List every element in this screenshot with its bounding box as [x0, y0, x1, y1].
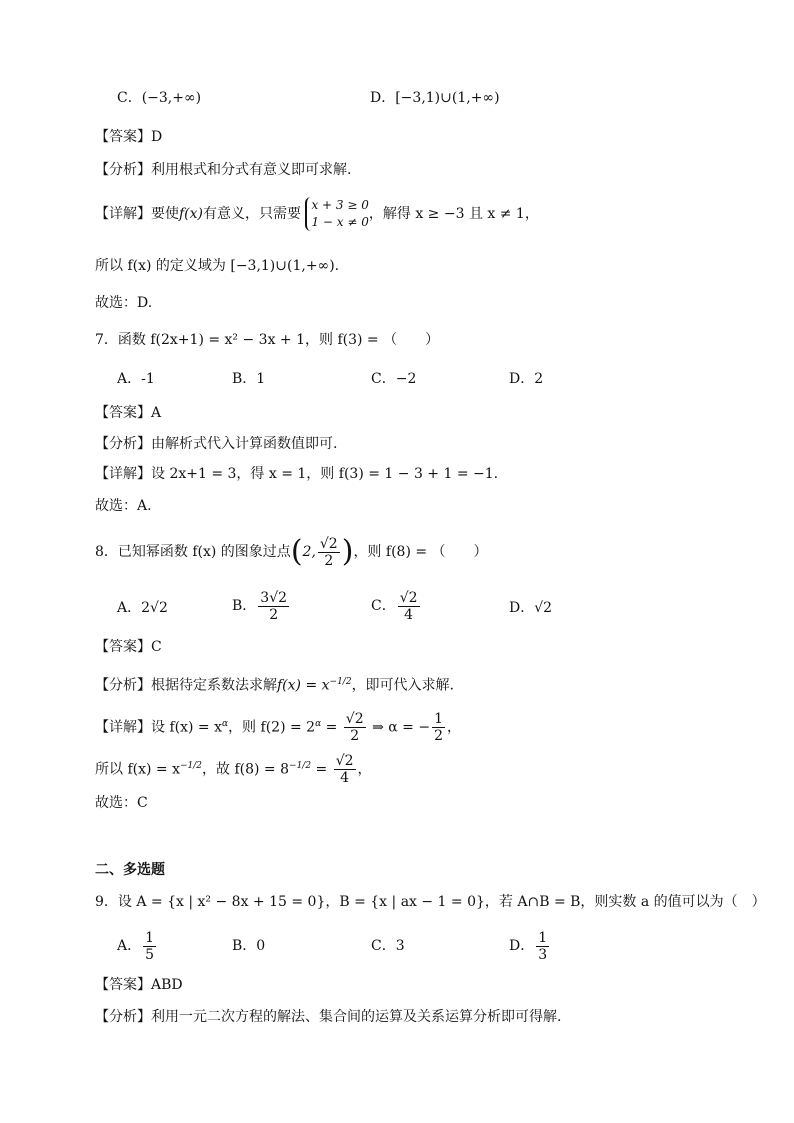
q8-option-c-fraction: $\frac{√2}{4}$ [399, 589, 418, 623]
q7-option-c: C．−2 [371, 371, 417, 387]
q8-option-c: C． $\frac{√2}{4}$ [371, 589, 418, 623]
q8-detail-fraction: $\frac{√2}{2}$ [345, 711, 364, 745]
q7-option-b: B．1 [232, 371, 266, 387]
q8-option-b-fraction: $\frac{3√2}{2}$ [260, 589, 288, 623]
q8-choose: 故选：C [95, 795, 148, 811]
q7-detail: 【详解】设 2x+1 = 3，得 x = 1，则 f(3) = 1 − 3 + 1 = −1. [95, 466, 499, 482]
q7-stem: 7．函数 f(2x+1) = x² − 3x + 1，则 f(3) = （ ） [95, 332, 440, 348]
q6-sys-line2: 1 − x ≠ 0 [311, 215, 369, 229]
q6-option-c: C．(−3,+∞) [117, 90, 202, 106]
q9-stem: 9．设 A = {x | x² − 8x + 15 = 0}，B = {x | ax − 1 = 0}，若 A∩B = B，则实数 a 的值可以为（ ） [95, 894, 766, 910]
q6-detail-mid: 有意义，只需要 [203, 206, 302, 222]
q9-answer: 【答案】ABD [95, 977, 183, 993]
q8-detail: 【详解】设 $f(x) = x^\alpha$，则 $f(2) = 2^\alpha$ = $\frac{√2}{2}$ ⇒ α = − $\frac{1}{2}$ ， [95, 711, 461, 745]
q6-choose: 故选：D. [95, 295, 153, 311]
q7-choose: 故选：A. [95, 498, 152, 514]
q8-option-a: A．2√2 [117, 600, 168, 616]
q7-option-d: D．2 [509, 371, 544, 387]
q8-conclusion: 所以 $f(x) = x^{-1/2}$，故 $f(8) = 8^{-1/2}$ = $\frac{√2}{4}$ ， [95, 753, 372, 787]
q8-point-y-fraction: $\frac{√2}{2}$ [319, 535, 338, 569]
q6-analysis: 【分析】利用根式和分式有意义即可求解. [95, 162, 352, 178]
q9-analysis: 【分析】利用一元二次方程的解法、集合间的运算及关系运算分析即可得解. [95, 1009, 562, 1025]
q8-stem: 8．已知幂函数 f(x) 的图象过点(2, $\frac{√2}{2}$ )，则 f(8) = （ ） [95, 534, 488, 569]
q8-option-d: D．√2 [509, 600, 553, 616]
q6-answer: 【答案】D [95, 129, 163, 145]
q6-option-d: D．[−3,1)∪(1,+∞) [370, 90, 500, 106]
q6-domain-line: 所以 f(x) 的定义域为 [−3,1)∪(1,+∞). [95, 258, 340, 274]
section-title-multiple-choice: 二、多选题 [95, 862, 165, 878]
q9-option-a: A． $\frac{1}{5}$ [117, 929, 155, 963]
q8-stem-suffix: ，则 f(8) = （ ） [353, 544, 488, 560]
q6-inequality-system [305, 197, 368, 231]
q6-detail-fx: f(x) [179, 206, 204, 222]
q6-detail [95, 196, 539, 232]
q6-detail-solve: ，解得 x ≥ −3 且 x ≠ 1， [368, 206, 539, 222]
q9-option-d: D． $\frac{1}{3}$ [509, 929, 548, 963]
q9-option-d-fraction: $\frac{1}{3}$ [538, 929, 548, 963]
q8-point-x: 2, [302, 544, 316, 560]
q9-option-b: B．0 [232, 938, 266, 954]
q8-option-b: B． $\frac{3√2}{2}$ [232, 589, 288, 623]
q8-stem-prefix: 8．已知幂函数 f(x) 的图象过点 [95, 544, 291, 560]
q7-analysis: 【分析】由解析式代入计算函数值即可. [95, 436, 338, 452]
q7-option-a: A．-1 [117, 371, 155, 387]
q7-answer: 【答案】A [95, 405, 162, 421]
q8-answer: 【答案】C [95, 639, 162, 655]
q8-detail-fraction-2: $\frac{1}{2}$ [434, 711, 443, 745]
q6-sys-line1: x + 3 ≥ 0 [311, 198, 369, 212]
q8-conclusion-fraction: $\frac{√2}{4}$ [335, 753, 354, 787]
q6-detail-prefix: 【详解】要使 [95, 206, 179, 222]
q9-option-a-fraction: $\frac{1}{5}$ [145, 929, 155, 963]
q9-option-c: C．3 [371, 938, 405, 954]
q8-analysis: 【分析】根据待定系数法求解$f(x) = x^{-1/2}$，即可代入求解. [95, 677, 455, 694]
